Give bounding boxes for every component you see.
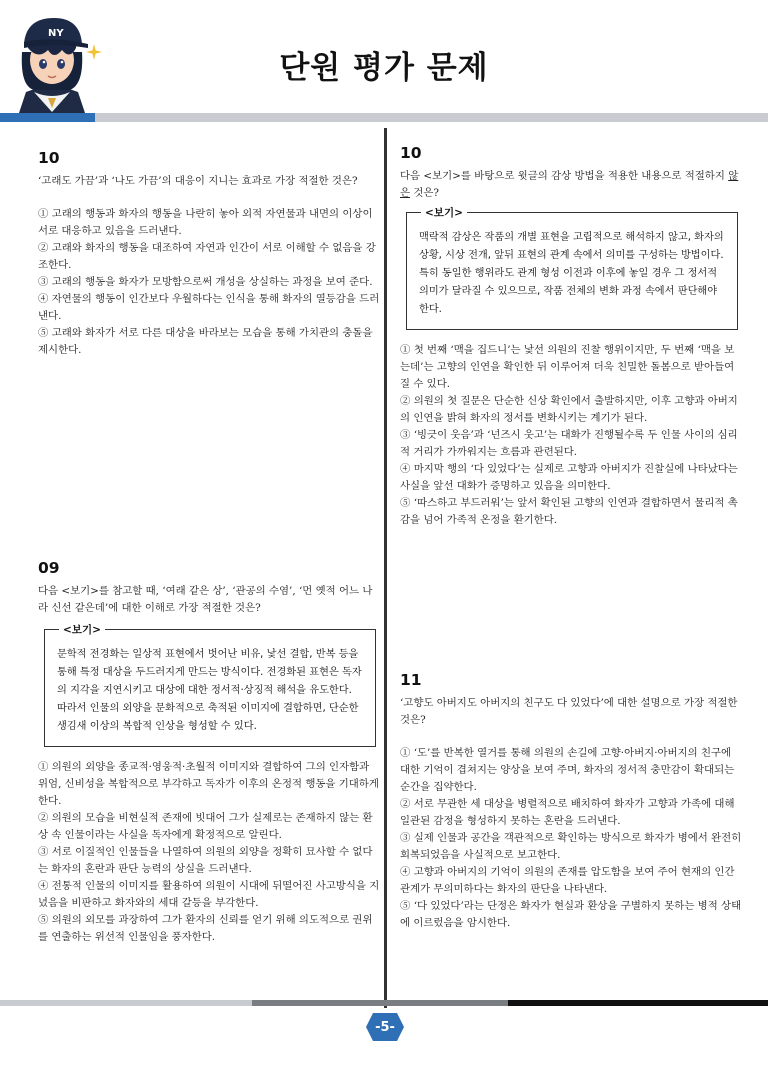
question-text: 다음 <보기>를 참고할 때, ‘여래 같은 상’, ‘관공의 수염’, ‘먼 옛적 어느 나라 신선 같은데’에 대한 이해로 가장 적절한 것은? [38, 585, 373, 614]
answer-option[interactable]: ④ 고향과 아버지의 기억이 의원의 존재를 압도함을 보여 주어 현재의 인간관계가 무의미하다는 화자의 판단을 나타낸다. [400, 866, 735, 895]
answer-option[interactable]: ② 의원의 첫 질문은 단순한 신상 확인에서 출발하지만, 이후 고향과 아버지의 인연을 밝혀 화자의 정서를 변화시키는 계기가 된다. [400, 395, 738, 424]
question-number: 10 [400, 144, 422, 162]
question-10-right [400, 145, 742, 529]
question-number: 09 [38, 559, 60, 577]
svg-text:NY: NY [48, 28, 64, 39]
answer-option[interactable]: ① ‘도’를 반복한 열거를 통해 의원의 손길에 고향·아버지·아버지의 친구에 대한 기억이 겹쳐지는 양상을 보여 주며, 화자의 정서적 충만감이 확대되는 순간을 집약한다. [400, 747, 735, 793]
answer-option[interactable]: ⑤ ‘따스하고 부드러워’는 앞서 확인된 고향의 인연과 결합하면서 물리적 촉감을 넘어 가족적 온정을 환기한다. [400, 497, 738, 526]
answer-option[interactable]: ② 의원의 모습을 비현실적 존재에 빗대어 그가 실제로는 존재하지 않는 환상 속 인물이라는 사실을 독자에게 확정적으로 알린다. [38, 812, 373, 841]
question-number: 10 [38, 149, 60, 167]
header-bar [95, 113, 768, 122]
answer-option[interactable]: ① 첫 번째 ‘맥을 집드니’는 낯선 의원의 진찰 행위이지만, 두 번째 ‘맥을 보는데’는 고향의 인연을 확인한 뒤 이루어져 더욱 친밀한 돌봄으로 받아들여질 수 있다. [400, 344, 735, 390]
answer-option[interactable]: ⑤ 의원의 외모를 과장하여 그가 환자의 신뢰를 얻기 위해 의도적으로 권위를 연출하는 위선적 인물임을 풍자한다. [38, 914, 373, 943]
answer-option[interactable]: ② 서로 무관한 세 대상을 병렬적으로 배치하여 화자가 고향과 가족에 대해 일관된 감정을 형성하지 못하는 혼란을 드러낸다. [400, 798, 735, 827]
answer-option[interactable]: ① 고래의 행동과 화자의 행동을 나란히 놓아 외적 자연물과 내면의 이상이 서로 대응하고 있음을 드러낸다. [38, 208, 373, 237]
question-text: ‘고래도 가끔’과 ‘나도 가끔’의 대응이 지니는 효과로 가장 적절한 것은? [38, 175, 358, 187]
answer-option[interactable]: ④ 자연물의 행동이 인간보다 우월하다는 인식을 통해 화자의 열등감을 드러낸다. [38, 293, 380, 322]
question-10-left [38, 150, 380, 359]
header-accent-bar [0, 113, 95, 122]
answer-option[interactable]: ③ 고래의 행동을 화자가 모방함으로써 개성을 상실하는 과정을 보여 준다. [38, 276, 373, 288]
answer-option[interactable]: ① 의원의 외양을 종교적·영웅적·초월적 이미지와 결합하여 그의 인자함과 위엄, 신비성을 복합적으로 부각하고 독자가 이후의 온정적 행동을 기대하게 한다. [38, 761, 379, 807]
answer-option[interactable]: ④ 전통적 인물의 이미지를 활용하여 의원이 시대에 뒤떨어진 사고방식을 지녔음을 비판하고 화자와의 세대 갈등을 부각한다. [38, 880, 380, 909]
footer-bar [0, 1000, 252, 1006]
footer-bar [508, 1000, 768, 1006]
answer-option[interactable]: ③ 실제 인물과 공간을 객관적으로 확인하는 방식으로 화자가 병에서 완전히 회복되었음을 사실적으로 보고한다. [400, 832, 742, 861]
answer-option[interactable]: ③ 서로 이질적인 인물들을 나열하여 의원의 외양을 정확히 묘사할 수 없다는 화자의 혼란과 판단 능력의 상실을 드러낸다. [38, 846, 373, 875]
reference-box-text: 문학적 전경화는 일상적 표현에서 벗어난 비유, 낯선 결합, 반복 등을 통해 특정 대상을 두드러지게 만드는 방식이다. 전경화된 표현은 독자의 지각을 지연시키고 대상에 대한 정서적·상징적 해석을 유도한다. 따라서 인물의 외양을 문화적으로 축적된 이미지에 결합하면, 단순한 생김새 이상의 복합적 인상을 형성할 수 있다. [57, 649, 362, 732]
question-11 [400, 672, 742, 932]
answer-option[interactable]: ④ 마지막 행의 ‘다 있었다’는 실제로 고향과 아버지가 진찰실에 나타났다는 사실을 앞선 대화가 증명하고 있음을 의미한다. [400, 463, 738, 492]
question-text: ‘고향도 아버지도 아버지의 친구도 다 있었다’에 대한 설명으로 가장 적절한 것은? [400, 697, 738, 726]
page-number: -5- [375, 1019, 395, 1035]
reference-box [44, 624, 376, 747]
answer-option[interactable]: ⑤ 고래와 화자가 서로 다른 대상을 바라보는 모습을 통해 가치관의 충돌을 제시한다. [38, 327, 373, 356]
reference-box-label: <보기> [421, 204, 467, 222]
answer-option[interactable]: ③ ‘빙긋이 웃음’과 ‘넌즈시 웃고’는 대화가 진행될수록 두 인물 사이의 심리적 거리가 가까워지는 흐름과 관련된다. [400, 429, 738, 458]
page-title: 단원 평가 문제 [279, 50, 489, 86]
reference-box-text: 맥락적 감상은 작품의 개별 표현을 고립적으로 해석하지 않고, 화자의 상황, 시상 전개, 앞뒤 표현의 관계 속에서 의미를 구성하는 방법이다. 특히 동일한 행위라도 관계 형성 이전과 이후에 놓일 경우 그 정서적 의미가 달라질 수 있으므로, 작품 전체의 변화 과정 속에서 판단해야 한다. [419, 232, 724, 315]
answer-option[interactable]: ② 고래와 화자의 행동을 대조하여 자연과 인간이 서로 이해할 수 없음을 강조한다. [38, 242, 376, 271]
question-number: 11 [400, 671, 422, 689]
page-number-badge [365, 1012, 405, 1042]
emphasis-not: 않은 [400, 170, 739, 199]
reference-box [406, 207, 738, 330]
column-divider [384, 128, 387, 1008]
footer-bar [252, 1000, 508, 1006]
reference-box-label: <보기> [59, 621, 105, 639]
question-09 [38, 560, 380, 946]
question-text: 다음 <보기>를 바탕으로 윗글의 감상 방법을 적용한 내용으로 적절하지 않은 것은? [400, 170, 739, 199]
answer-option[interactable]: ⑤ ‘다 있었다’라는 단정은 화자가 현실과 환상을 구별하지 못하는 병적 상태에 이르렀음을 암시한다. [400, 900, 742, 929]
